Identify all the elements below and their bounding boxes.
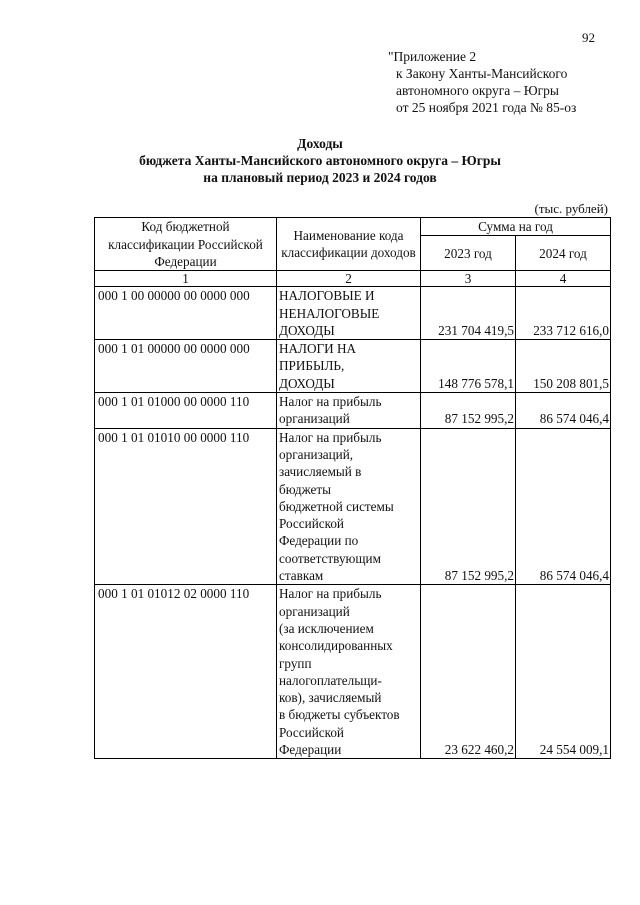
row-code: 000 1 01 00000 00 0000 000	[95, 340, 277, 393]
title-line-2: бюджета Ханты-Мансийского автономного округа – Югры	[139, 153, 501, 168]
row-code: 000 1 00 00000 00 0000 000	[95, 287, 277, 340]
row-value-2023: 148 776 578,1	[421, 340, 516, 393]
row-value-2023: 87 152 995,2	[421, 393, 516, 429]
row-name: НАЛОГИ НА ПРИБЫЛЬ, ДОХОДЫ	[277, 340, 421, 393]
units-label: (тыс. рублей)	[534, 201, 608, 216]
title-line-3: на плановый период 2023 и 2024 годов	[203, 170, 437, 185]
table-row	[95, 340, 611, 393]
table-row	[95, 428, 611, 585]
header-code: Код бюджетной классификации Российской Федерации	[95, 218, 277, 271]
page-number: 92	[582, 30, 595, 45]
table-header-row	[95, 218, 611, 236]
row-value-2023: 87 152 995,2	[421, 428, 516, 585]
document-title	[0, 135, 640, 186]
header-sum: Сумма на год	[421, 218, 611, 236]
appendix-line-4: от 25 ноября 2021 года № 85-оз	[396, 100, 577, 115]
table-row	[95, 287, 611, 340]
row-value-2024: 86 574 046,4	[516, 428, 611, 585]
column-number: 4	[516, 271, 611, 287]
appendix-note	[388, 48, 576, 116]
column-number: 2	[277, 271, 421, 287]
table-row	[95, 393, 611, 429]
row-name: Налог на прибыль организаций	[277, 393, 421, 429]
header-year-2023: 2023 год	[421, 236, 516, 271]
table-row	[95, 585, 611, 759]
row-code: 000 1 01 01000 00 0000 110	[95, 393, 277, 429]
header-name: Наименование кода классификации доходов	[277, 218, 421, 271]
row-name: Налог на прибыль организаций, зачисляемый в бюджеты бюджетной системы Российской Федерации по соответствующим ставкам	[277, 428, 421, 585]
row-value-2023: 23 622 460,2	[421, 585, 516, 759]
column-number: 1	[95, 271, 277, 287]
column-number: 3	[421, 271, 516, 287]
row-code: 000 1 01 01010 00 0000 110	[95, 428, 277, 585]
row-value-2024: 233 712 616,0	[516, 287, 611, 340]
row-value-2024: 86 574 046,4	[516, 393, 611, 429]
appendix-line-3: автономного округа – Югры	[396, 83, 559, 98]
title-line-1: Доходы	[297, 136, 343, 151]
row-value-2024: 150 208 801,5	[516, 340, 611, 393]
appendix-line-1: "Приложение 2	[388, 49, 477, 64]
row-name: НАЛОГОВЫЕ И НЕНАЛОГОВЫЕ ДОХОДЫ	[277, 287, 421, 340]
header-year-2024: 2024 год	[516, 236, 611, 271]
appendix-line-2: к Закону Ханты-Мансийского	[396, 66, 568, 81]
row-code: 000 1 01 01012 02 0000 110	[95, 585, 277, 759]
row-name: Налог на прибыль организаций (за исключением консолидированных групп налогоплательщи- ков), зачисляемый в бюджеты субъектов Российской Федерации	[277, 585, 421, 759]
column-numbers-row	[95, 271, 611, 287]
row-value-2024: 24 554 009,1	[516, 585, 611, 759]
row-value-2023: 231 704 419,5	[421, 287, 516, 340]
revenue-table	[94, 217, 611, 759]
